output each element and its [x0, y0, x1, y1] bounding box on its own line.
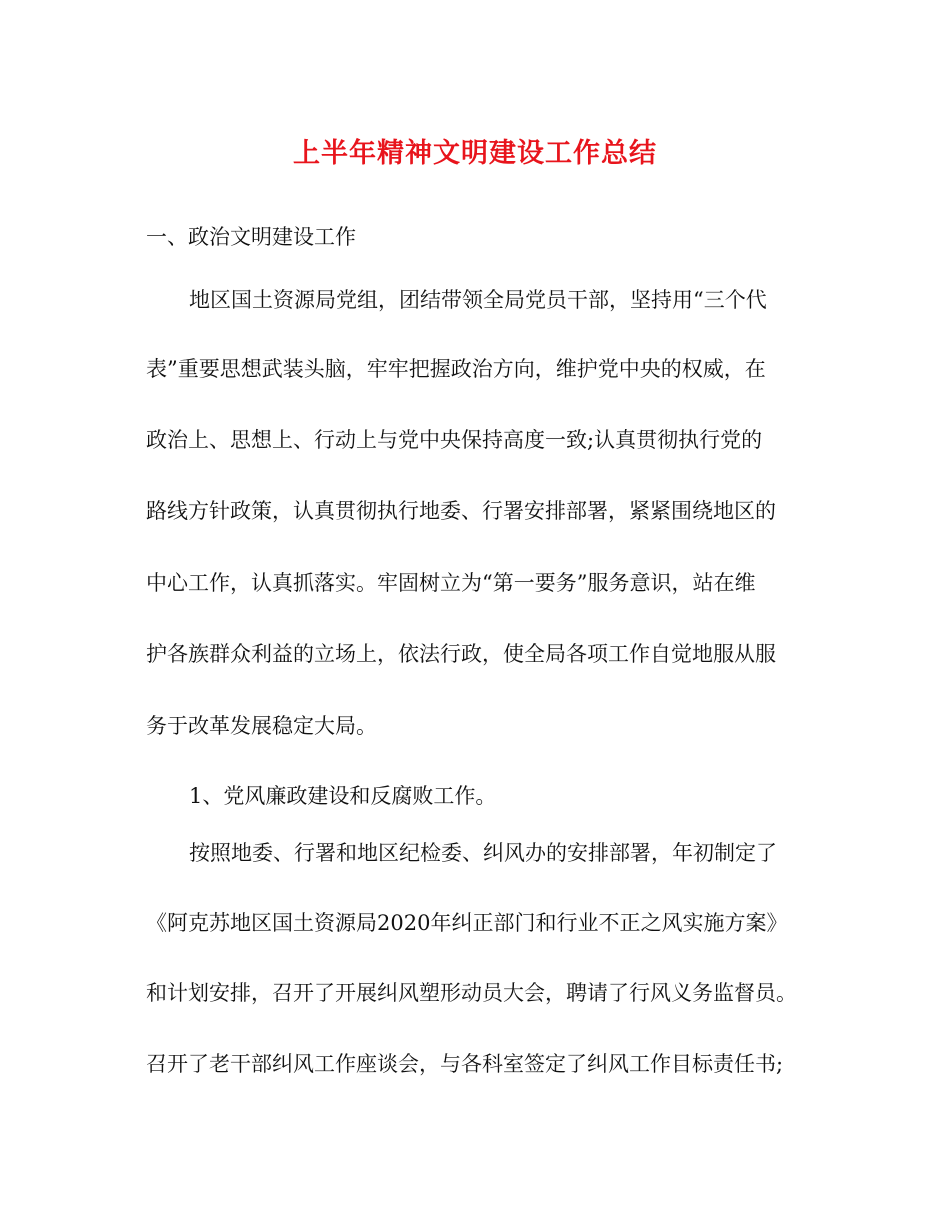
document-title: 上半年精神文明建设工作总结 — [293, 138, 657, 169]
paragraph-line: 按照地委、行署和地区纪检委、纠风办的安排部署，年初制定了 — [189, 841, 777, 865]
paragraph-line: 《阿克苏地区国土资源局2020年纠正部门和行业不正之风实施方案》 — [146, 911, 788, 935]
paragraph-line: 护各族群众利益的立场上，依法行政，使全局各项工作自觉地服从服 — [146, 642, 776, 666]
section-heading: 一、政治文明建设工作 — [146, 225, 356, 249]
subheading: 1、党风廉政建设和反腐败工作。 — [189, 784, 497, 808]
paragraph-line: 政治上、思想上、行动上与党中央保持高度一致;认真贯彻执行党的 — [146, 428, 763, 452]
paragraph-line: 和计划安排，召开了开展纠风塑形动员大会，聘请了行风义务监督员。 — [146, 981, 797, 1005]
paragraph-line: 地区国土资源局党组，团结带领全局党员干部，坚持用“三个代 — [189, 288, 767, 312]
paragraph-line: 路线方针政策，认真贯彻执行地委、行署安排部署，紧紧围绕地区的 — [146, 499, 776, 523]
paragraph-line: 务于改革发展稳定大局。 — [146, 714, 377, 738]
paragraph-line: 表”重要思想武装头脑，牢牢把握政治方向，维护党中央的权威，在 — [146, 357, 766, 381]
paragraph-line: 中心工作，认真抓落实。牢固树立为“第一要务”服务意识，站在维 — [146, 571, 756, 595]
paragraph-line: 召开了老干部纠风工作座谈会，与各科室签定了纠风工作目标责任书; — [146, 1052, 784, 1076]
